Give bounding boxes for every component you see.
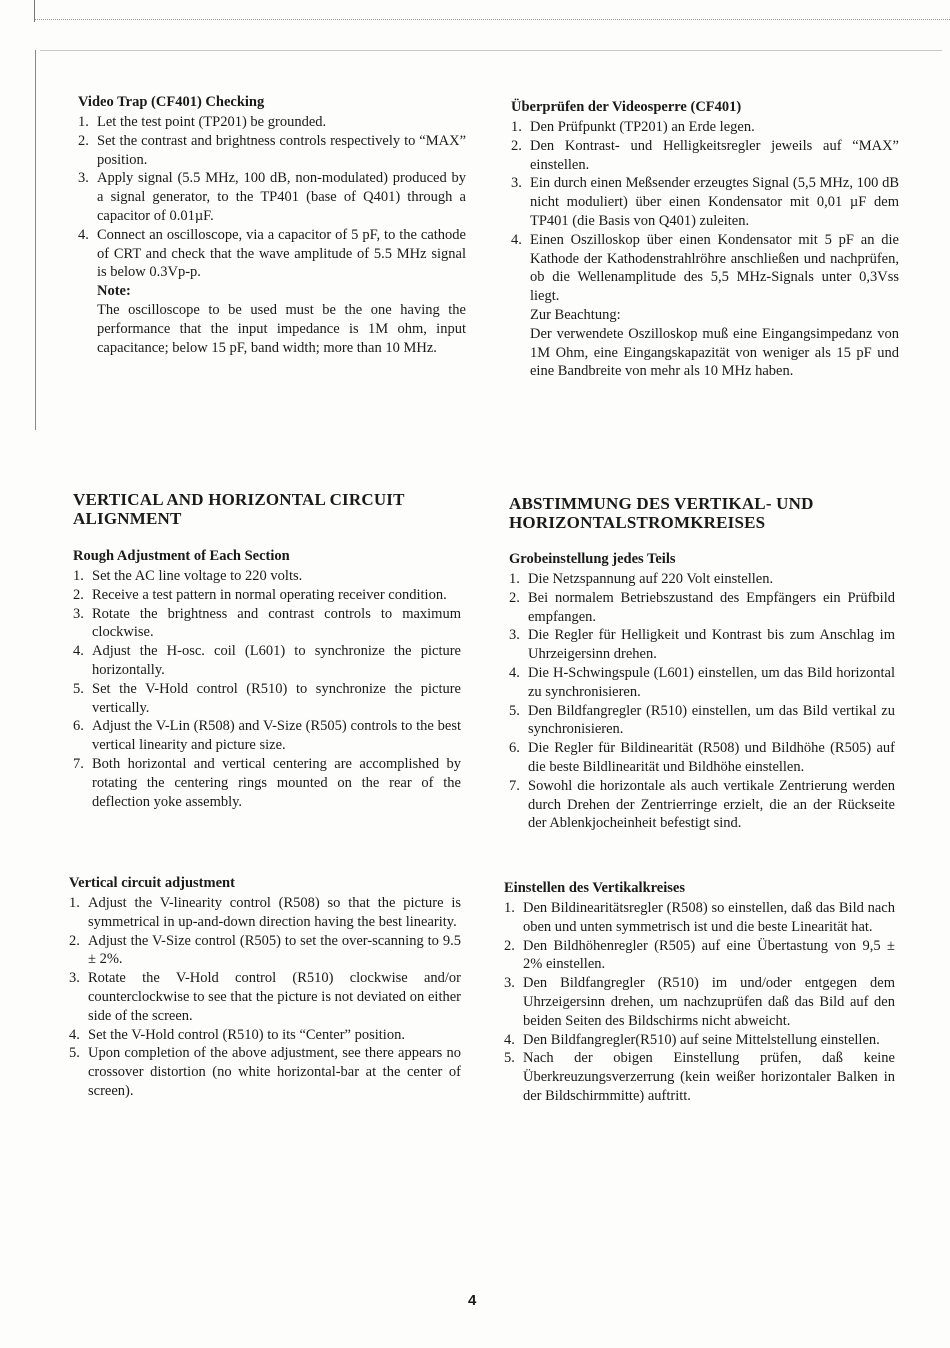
top-rule [34, 19, 950, 20]
video-trap-section-en [78, 93, 466, 357]
list-item: 6. Adjust the V-Lin (R508) and V-Size (R505) controls to the best vertical linearity and picture size. [73, 718, 461, 754]
list-item: 1. Den Prüfpunkt (TP201) an Erde legen. [511, 119, 755, 135]
rough-step-list [73, 567, 461, 811]
video-trap-section-de [511, 98, 899, 381]
subsection-title: Rough Adjustment of Each Section [73, 548, 290, 564]
note-text: Der verwendete Oszilloskop muß eine Eingangsimpedanz von 1M Ohm, eine Eingangskapazität von weniger als 15 pF und eine Bandbreite von mehr als 10 MHz haben. [530, 325, 899, 380]
list-item: 2. Bei normalem Betriebszustand des Empfängers ein Prüfbild empfangen. [509, 589, 895, 625]
list-item: 2. Den Kontrast- und Helligkeitsregler jeweils auf “MAX” einstellen. [511, 137, 899, 173]
subsection-title: Grobeinstellung jedes Teils [509, 551, 676, 567]
left-margin-rule [35, 50, 36, 430]
note-heading: Note: [97, 283, 131, 300]
vertical-adjustment-section-de [504, 879, 895, 1106]
list-item: 4. Adjust the H-osc. coil (L601) to synchronize the picture horizontally. [73, 643, 461, 678]
section-heading: VERTICAL AND HORIZONTAL CIRCUIT [73, 490, 405, 509]
list-item: 1. Let the test point (TP201) be grounded. [78, 114, 327, 130]
list-item: 3. Den Bildfangregler (R510) im und/oder entgegen dem Uhrzeigersinn drehen, um nachzuprüfen daß das Bild auf den beiden Seiten des Bildschirms nicht abweicht. [504, 975, 895, 1029]
section-heading-line2: HORIZONTALSTROMKREISES [509, 513, 766, 532]
list-item: 4. Connect an oscilloscope, via a capacitor of 5 pF, to the cathode of CRT and check that the wave amplitude of 5.5 MHz signal is below 0.3Vp-p. [78, 226, 466, 281]
vertical-step-list [504, 899, 895, 1106]
list-item: 4. Einen Oszilloskop über einen Kondensator mit 5 pF an die Kathode der Kathodenstrahlröhre anschließen und nachprüfen, ob die Wellenamplitude des 5,5 MHz-Signals unter 0,3Vss liegt. [511, 231, 899, 305]
list-item: 1. Set the AC line voltage to 220 volts. [73, 568, 303, 584]
list-item: 2. Receive a test pattern in normal operating receiver condition. [73, 586, 447, 603]
list-item: 3. Die Regler für Helligkeit und Kontrast bis zum Anschlag im Uhrzeigersinn drehen. [509, 627, 895, 663]
list-item: 2. Den Bildhöhenregler (R505) auf eine Übertastung von 9,5 ± 2% einstellen. [504, 937, 895, 973]
subsection-title: Einstellen des Vertikalkreises [504, 880, 685, 896]
list-item: 4. Set the V-Hold control (R510) to its “Center” position. [69, 1026, 405, 1043]
step-list [78, 113, 466, 282]
vertical-adjustment-section-en [69, 874, 461, 1101]
list-item: 1. Adjust the V-linearity control (R508) so that the picture is symmetrical in up-and-down direction having the best linearity. [69, 895, 461, 930]
section-heading-line2: ALIGNMENT [73, 509, 182, 528]
list-item: 4. Den Bildfangregler(R510) auf seine Mittelstellung einstellen. [504, 1031, 880, 1048]
list-item: 1. Die Netzspannung auf 220 Volt einstellen. [509, 571, 774, 587]
subsection-title: Vertical circuit adjustment [69, 875, 235, 891]
list-item: 7. Both horizontal and vertical centering are accomplished by rotating the centering rings mounted on the rear of the deflection yoke assembly. [73, 755, 461, 810]
list-item: 5. Den Bildfangregler (R510) einstellen, um das Bild vertikal zu synchronisieren. [509, 702, 895, 738]
vertical-step-list [69, 894, 461, 1101]
list-item: 3. Rotate the V-Hold control (R510) clockwise and/or counterclockwise to see that the picture is not deviated on either side of the screen. [69, 970, 461, 1024]
section-title: Video Trap (CF401) Checking [78, 94, 265, 110]
list-item: 5. Set the V-Hold control (R510) to synchronize the picture vertically. [73, 680, 461, 716]
rough-step-list [509, 570, 895, 833]
alignment-section-en [73, 490, 461, 811]
note-text: The oscilloscope to be used must be the one having the performance that the input impedance is 1M ohm, input capacitance; below 15 pF, band width; more than 10 MHz. [97, 301, 466, 356]
section-title: Überprüfen der Videosperre (CF401) [511, 99, 742, 115]
section-heading: ABSTIMMUNG DES VERTIKAL- UND [509, 494, 814, 513]
list-item: 2. Set the contrast and brightness controls respectively to “MAX” position. [78, 132, 466, 168]
step-list [511, 118, 899, 306]
list-item: 7. Sowohl die horizontale als auch vertikale Zentrierung werden durch Drehen der Zentrierringe erzielt, die an der Rückseite der Ablenkjocheinheit befestigt sind. [509, 777, 895, 832]
list-item: 3. Ein durch einen Meßsender erzeugtes Signal (5,5 MHz, 100 dB nicht moduliert) über einen Kondensator mit 0,01 µF dem TP401 (die Basis von Q401) zuleiten. [511, 175, 899, 229]
page-number: 4 [468, 1292, 477, 1309]
list-item: 3. Rotate the brightness and contrast controls to maximum clockwise. [73, 605, 461, 641]
header-rule [40, 50, 942, 51]
list-item: 2. Adjust the V-Size control (R505) to set the over-scanning to 9.5 ± 2%. [69, 932, 461, 968]
left-margin-mark [34, 0, 35, 22]
list-item: 5. Nach der obigen Einstellung prüfen, daß keine Überkreuzungsverzerrung (kein weißer horizontaler Balken in der Bildschirmmitte) auftritt. [504, 1050, 895, 1104]
note-heading: Zur Beachtung: [530, 306, 621, 323]
list-item: 4. Die H-Schwingspule (L601) einstellen, um das Bild horizontal zu synchronisieren. [509, 664, 895, 700]
list-item: 6. Die Regler für Bildinearität (R508) und Bildhöhe (R505) auf die beste Bildlinearität und Bildhöhe einstellen. [509, 740, 895, 775]
list-item: 3. Apply signal (5.5 MHz, 100 dB, non-modulated) produced by a signal generator, to the TP401 (base of Q401) through a capacitor of 0.01µF. [78, 170, 466, 224]
list-item: 5. Upon completion of the above adjustment, see there appears no crossover distortion (no white horizontal-bar at the center of screen). [69, 1045, 461, 1099]
alignment-section-de [509, 494, 895, 833]
list-item: 1. Den Bildinearitätsregler (R508) so einstellen, daß das Bild nach oben und unten symmetrisch ist und die beste Linearität hat. [504, 900, 895, 935]
